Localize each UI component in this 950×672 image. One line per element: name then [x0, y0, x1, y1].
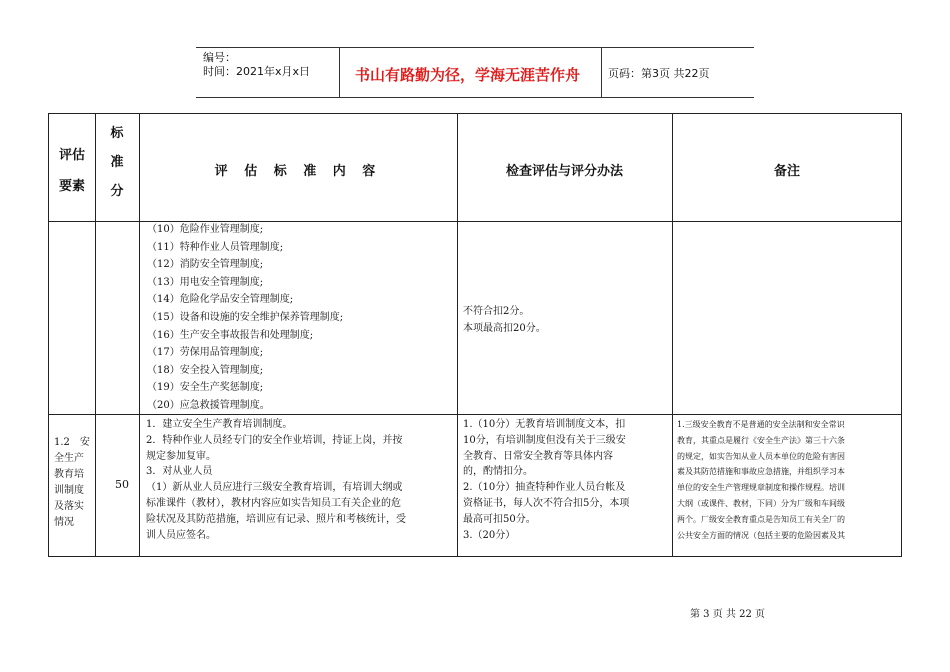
remark-line: 单位的安全生产管理规章制度和操作规程。培训 [677, 483, 845, 493]
category-line: 训制度 [54, 485, 84, 496]
scoring-line: 全教育、日常安全教育等具体内容 [463, 450, 613, 462]
content-line: 3．对从业人员 [146, 466, 213, 478]
list-item: （12）消防安全管理制度; [147, 259, 264, 271]
head-text: 要素 [58, 179, 85, 194]
header-meta-cell [196, 48, 339, 97]
scoring-line: 1.（10分）无教育培训制度文本，扣 [463, 419, 626, 430]
page-info: 页码：第3页 共22页 [608, 67, 710, 80]
page-header [196, 47, 754, 98]
category-line: 1.2 安 [54, 437, 90, 448]
list-item: （10）危险作业管理制度; [147, 224, 264, 235]
list-item: （20）应急救援管理制度。 [147, 399, 270, 411]
remark-line: 公共安全方面的情况（包括主要的危险因素及其 [677, 530, 845, 540]
row2-content [146, 417, 406, 543]
list-item: （15）设备和设施的安全维护保养管理制度; [147, 311, 344, 323]
assessment-table [48, 113, 902, 557]
col-divider [457, 114, 458, 556]
list-item: （11）特种作业人员管理制度; [147, 241, 284, 253]
remark-line: 两个。厂级安全教育重点是告知员工有关全厂的 [677, 514, 845, 524]
head-text: 分 [110, 184, 124, 199]
row2-scoring [463, 417, 629, 543]
col-divider [139, 114, 140, 556]
row2-score: 50 [115, 478, 129, 491]
head-evaluation-element [49, 144, 95, 194]
list-item: （19）安全生产奖惩制度; [147, 382, 264, 394]
list-item: （18）安全投入管理制度; [147, 364, 264, 376]
date-label: 时间：2021年x月x日 [203, 65, 311, 78]
scoring-line: 资格证书，每人次不符合扣5分，本项 [463, 497, 630, 509]
content-line: （1）新从业人员应进行三级安全教育培训，有培训大纲或 [146, 482, 403, 494]
content-line: 2．特种作业人员经专门的安全作业培训，持证上岗，并按 [146, 434, 403, 446]
head-remarks: 备注 [773, 164, 800, 179]
scoring-line: 10分，有培训制度但没有关于三级安 [463, 434, 626, 446]
content-line: 标准课件（教材），教材内容应如实告知员工有关企业的危 [146, 497, 401, 509]
row1-scoring [463, 303, 546, 337]
scoring-line: 最高可扣50分。 [463, 513, 536, 525]
remark-line: 的规定，如实告知从业人员本单位的危险有害因 [677, 451, 845, 461]
head-standard-content: 评 估 标 准 内 容 [214, 164, 382, 179]
list-item: （17）劳保用品管理制度; [147, 347, 264, 359]
remark-line: 教育，其重点是履行《安全生产法》第三十六条 [677, 435, 845, 445]
head-standard-score [95, 122, 139, 199]
row2-remarks [677, 417, 845, 543]
head-text: 评估 [58, 148, 85, 163]
head-text: 标 [110, 126, 124, 141]
content-line: 1．建立安全生产教育培训制度。 [146, 419, 293, 430]
head-scoring-method: 检查评估与评分办法 [505, 164, 623, 179]
remark-line: 大纲（或课件、教材，下同）分为厂级和车间级 [677, 498, 845, 508]
list-item: （13）用电安全管理制度; [147, 276, 264, 288]
system-list [147, 221, 343, 415]
category-line: 及落实 [54, 501, 84, 512]
list-item: （14）危险化学品安全管理制度; [147, 294, 294, 306]
content-line: 险状况及其防范措施，培训应有记录、照片和考核统计，受 [146, 513, 406, 525]
category-line: 教育培 [54, 469, 84, 480]
col-divider [672, 114, 673, 556]
scoring-line: 本项最高扣20分。 [463, 323, 546, 334]
content-line: 规定参加复审。 [146, 450, 216, 462]
remark-line: 素及其防范措施和事故应急措施，并组织学习本 [677, 467, 845, 477]
page-footer: 第 3 页 共 22 页 [690, 609, 765, 620]
list-item: （16）生产安全事故报告和处理制度; [147, 329, 314, 341]
scoring-line: 不符合扣2分。 [463, 306, 530, 317]
head-text: 准 [110, 155, 124, 170]
number-label: 编号： [203, 51, 236, 64]
content-line: 训人员应签名。 [146, 529, 216, 541]
scoring-line: 的，酌情扣分。 [463, 466, 533, 478]
category-line: 全生产 [54, 453, 84, 464]
header-page-cell [601, 48, 755, 97]
row2-category [54, 435, 98, 531]
header-motto-cell [339, 48, 602, 97]
motto: 书山有路勤为径，学海无涯苦作舟 [354, 66, 580, 84]
remark-line: 1.三级安全教育不是普通的安全法制和安全常识 [677, 420, 845, 429]
scoring-line: 3.（20分） [463, 529, 516, 541]
category-line: 情况 [54, 517, 74, 528]
scoring-line: 2.（10分）抽查特种作业人员台帐及 [463, 482, 626, 494]
